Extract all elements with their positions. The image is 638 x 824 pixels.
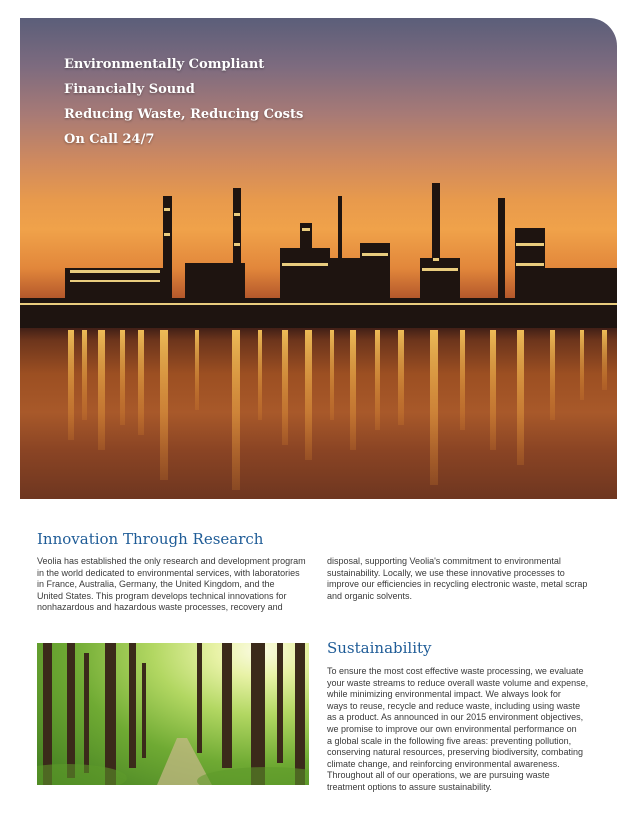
forest-image: [37, 643, 309, 785]
hero-taglines: [64, 52, 303, 152]
text-line: we promise to improve our own environmental performance on: [327, 723, 577, 734]
text-line: improve our efficiencies in recycling electronic waste, metal scrap: [327, 579, 588, 590]
tagline: Reducing Waste, Reducing Costs: [64, 107, 304, 122]
text-line: conserving natural resources, preserving biodiversity, combating: [327, 747, 583, 758]
innovation-paragraph-col2: [327, 556, 607, 602]
text-line: To ensure the most cost effective waste processing, we evaluate: [327, 666, 584, 676]
tagline: On Call 24/7: [64, 132, 155, 147]
text-line: a global scale in the following five areas: preventing pollution,: [327, 735, 572, 746]
tagline: Financially Sound: [64, 82, 195, 97]
text-line: ways to reuse, recycle and reduce waste, including using waste: [327, 700, 581, 711]
hero-image: [20, 18, 617, 499]
text-line: treatment options to assure sustainability.: [327, 781, 492, 792]
text-line: your waste streams to reduce overall waste volume and expense,: [327, 677, 589, 688]
text-line: in the world dedicated to environmental services, with laboratories: [37, 567, 300, 578]
forest-path-graphic: [37, 643, 309, 785]
text-line: sustainability. Locally, we use these innovative processes to: [327, 567, 565, 578]
sustainability-paragraph: [327, 666, 617, 794]
text-line: United States. This program develops technical innovations for: [37, 590, 287, 601]
text-line: nonhazardous and hazardous waste processes, recovery and: [37, 602, 283, 613]
text-line: and organic solvents.: [327, 590, 413, 601]
text-line: in France, Australia, Germany, the United Kingdom, and the: [37, 579, 275, 590]
tagline: Environmentally Compliant: [64, 57, 265, 72]
sustainability-heading: Sustainability: [327, 639, 432, 657]
innovation-heading: Innovation Through Research: [37, 530, 264, 548]
text-line: Veolia has established the only research and development program: [37, 556, 306, 566]
text-line: as a product. As announced in our 2015 environment objectives,: [327, 712, 584, 723]
text-line: while minimizing environmental impact. We always look for: [327, 689, 561, 700]
text-line: climate change, and reinforcing environmental awareness.: [327, 758, 560, 769]
innovation-paragraph-col1: [37, 556, 317, 614]
text-line: disposal, supporting Veolia's commitment to environmental: [327, 556, 561, 566]
text-line: Throughout all of our operations, we are pursuing waste: [327, 770, 550, 781]
